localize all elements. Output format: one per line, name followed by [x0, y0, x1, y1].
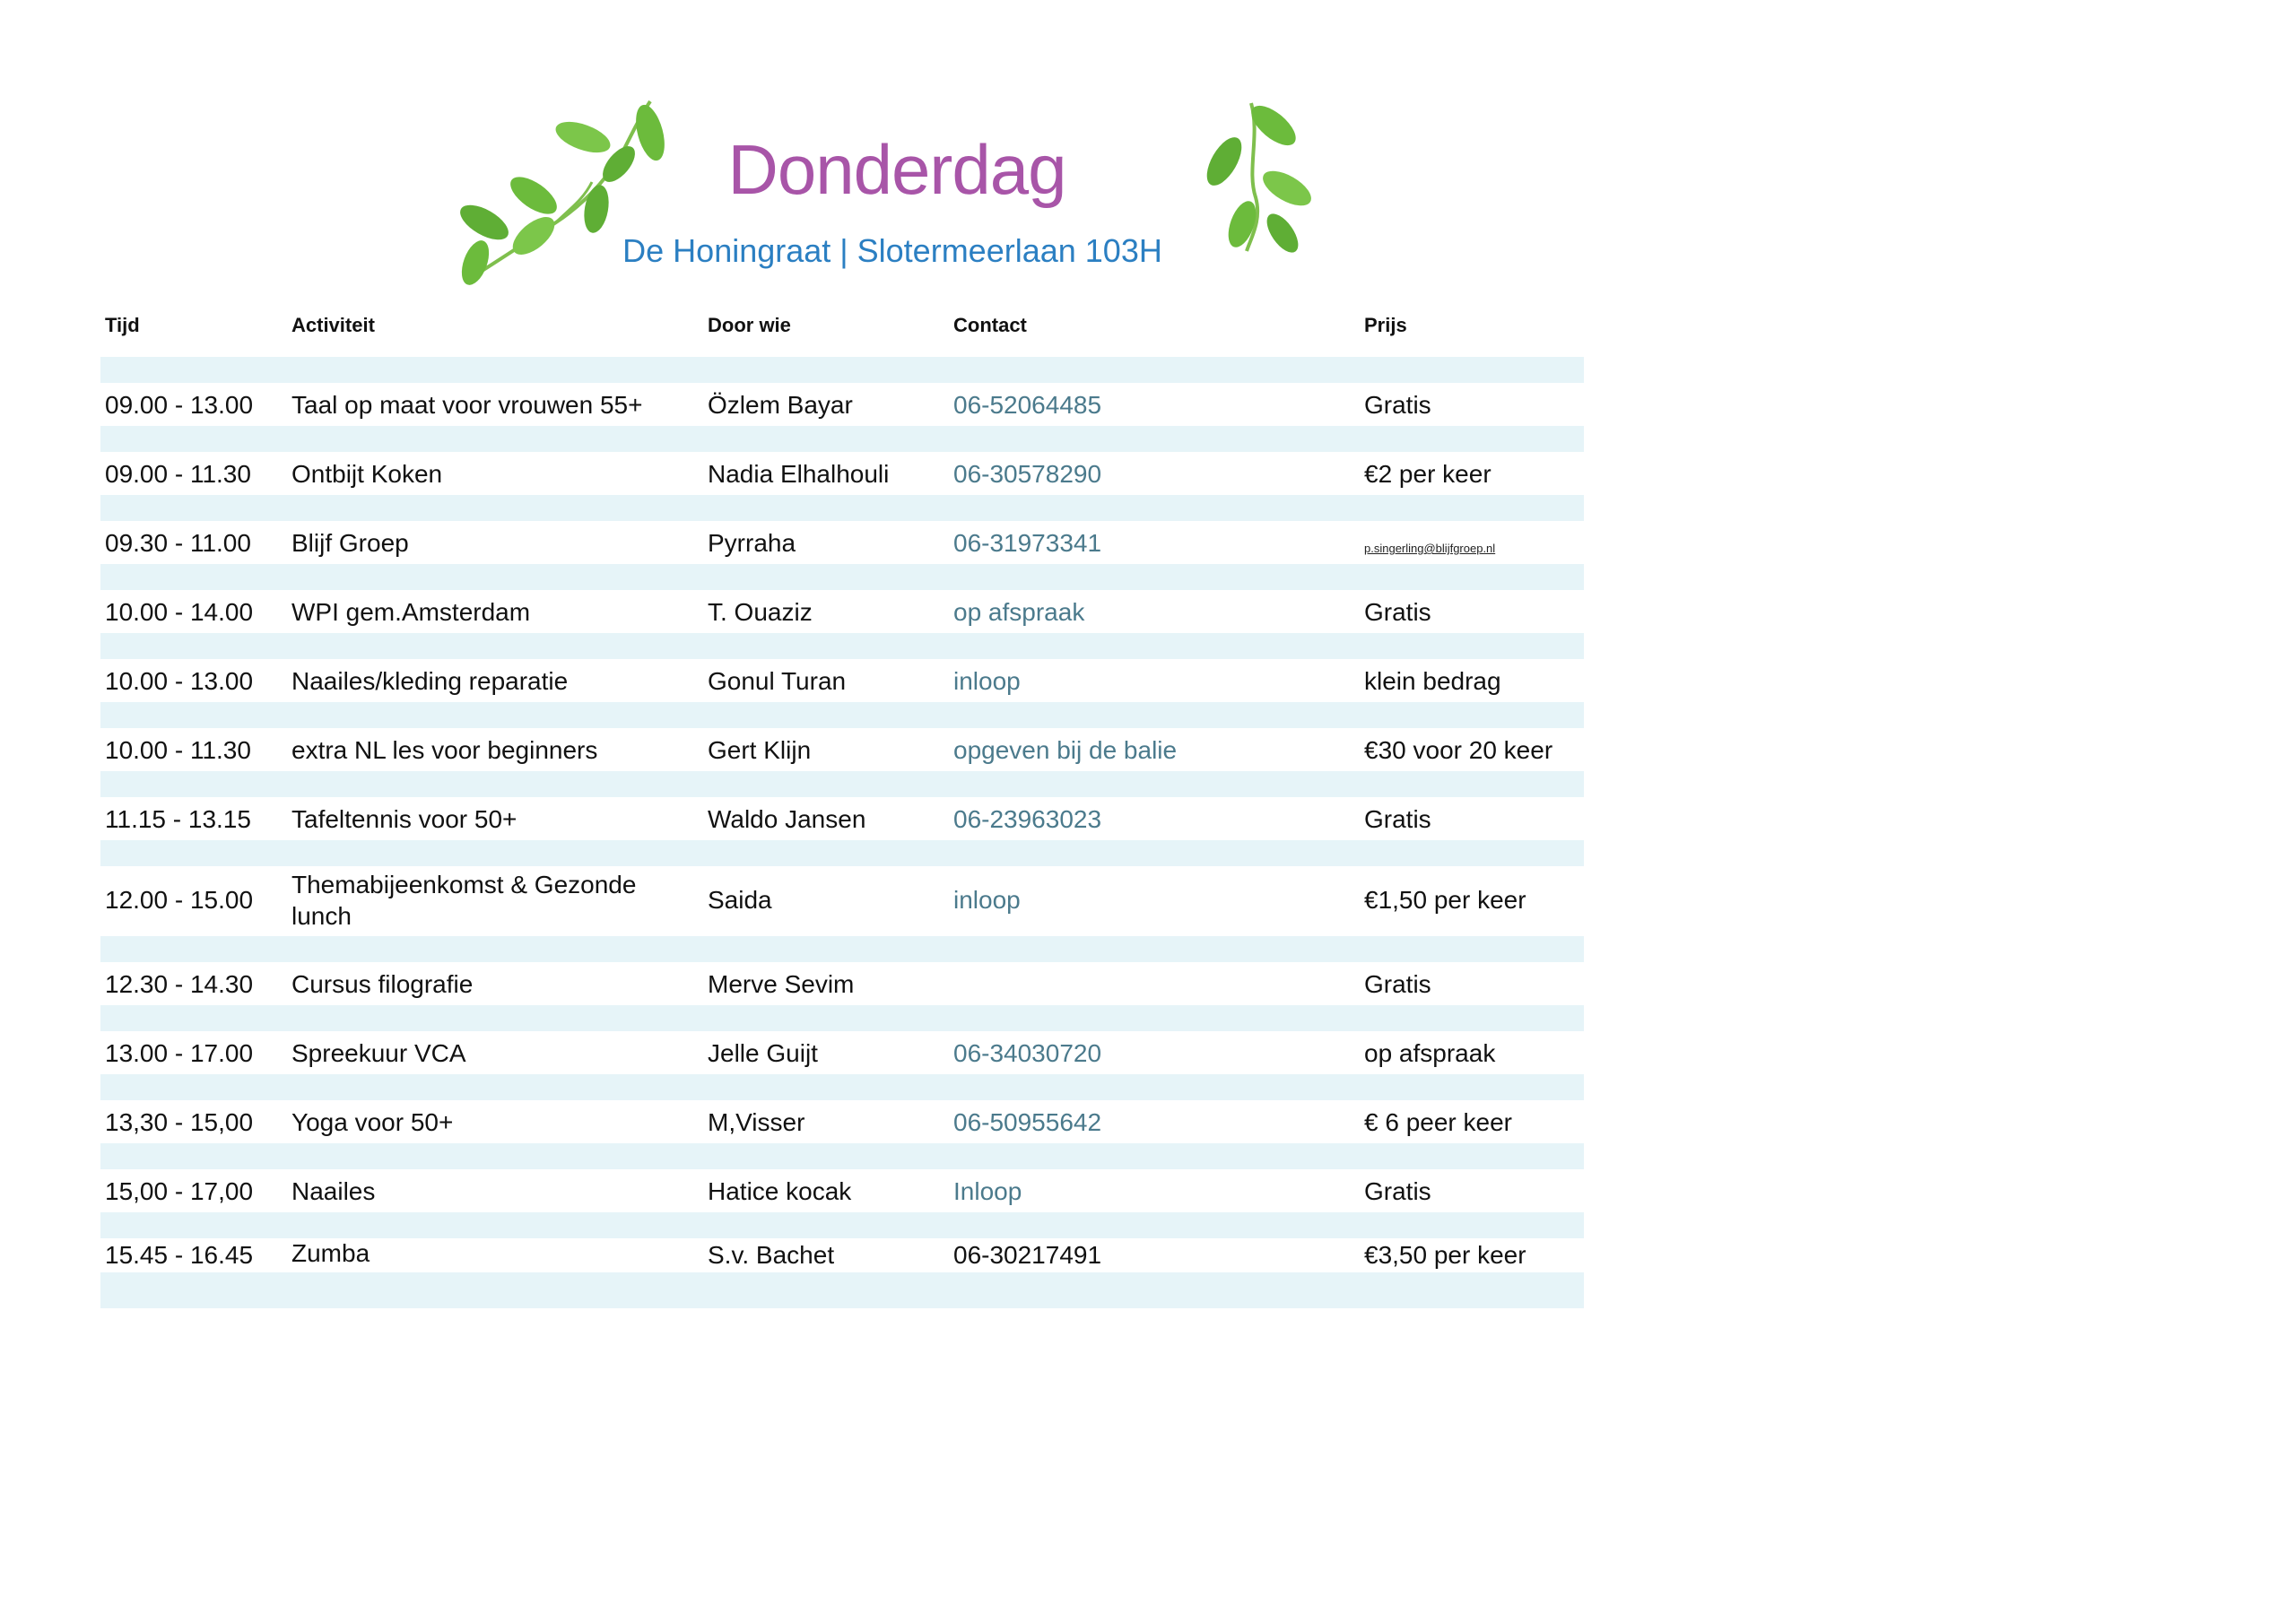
cell-tijd: 15.45 - 16.45 — [105, 1241, 254, 1269]
cell-contact: 06-30217491 — [953, 1241, 1102, 1269]
cell-activiteit: Naailes — [291, 1177, 376, 1205]
cell-contact: op afspraak — [953, 598, 1085, 626]
column-header-door-wie: Door wie — [708, 314, 791, 336]
column-header-activiteit: Activiteit — [291, 314, 375, 336]
column-header-contact: Contact — [953, 314, 1027, 336]
cell-door-wie: Özlem Bayar — [708, 391, 853, 419]
cell-tijd: 13.00 - 17.00 — [105, 1039, 254, 1067]
cell-prijs: Gratis — [1364, 970, 1431, 998]
cell-prijs: Gratis — [1364, 1177, 1431, 1205]
row-divider-band — [100, 495, 1584, 521]
cell-tijd: 09.00 - 11.30 — [105, 460, 251, 488]
cell-door-wie: S.v. Bachet — [708, 1241, 835, 1269]
table-row — [100, 1238, 1584, 1272]
cell-prijs: €2 per keer — [1364, 460, 1492, 488]
schedule-table — [100, 305, 1584, 1308]
row-divider-band — [100, 1005, 1584, 1031]
table-row — [100, 1169, 1584, 1212]
cell-prijs: €3,50 per keer — [1364, 1241, 1526, 1269]
cell-contact[interactable]: 06-52064485 — [953, 391, 1102, 419]
cell-door-wie: Gonul Turan — [708, 667, 847, 695]
cell-activiteit: Tafeltennis voor 50+ — [291, 805, 517, 833]
row-divider-band — [100, 936, 1584, 962]
table-row — [100, 659, 1584, 702]
cell-prijs: Gratis — [1364, 805, 1431, 833]
cell-activiteit: WPI gem.Amsterdam — [291, 598, 531, 626]
cell-door-wie: Jelle Guijt — [708, 1039, 818, 1067]
cell-tijd: 12.30 - 14.30 — [105, 970, 254, 998]
cell-door-wie: M,Visser — [708, 1108, 805, 1136]
cell-activiteit: Cursus filografie — [291, 970, 474, 998]
cell-prijs: op afspraak — [1364, 1039, 1496, 1067]
row-divider-band — [100, 1272, 1584, 1308]
row-divider-band — [100, 426, 1584, 452]
cell-activiteit: extra NL les voor beginners — [291, 736, 598, 764]
cell-door-wie: Merve Sevim — [708, 970, 855, 998]
table-header — [100, 305, 1584, 357]
cell-activiteit: Taal op maat voor vrouwen 55+ — [291, 391, 643, 419]
cell-tijd: 10.00 - 14.00 — [105, 598, 254, 626]
page-title: Donderdag — [727, 130, 1066, 209]
cell-tijd: 10.00 - 11.30 — [105, 736, 251, 764]
cell-prijs: €30 voor 20 keer — [1364, 736, 1553, 764]
cell-door-wie: Nadia Elhalhouli — [708, 460, 890, 488]
cell-prijs-email-link[interactable]: p.singerling@blijfgroep.nl — [1364, 542, 1496, 555]
row-divider-band — [100, 1212, 1584, 1238]
cell-prijs: Gratis — [1364, 391, 1431, 419]
cell-tijd: 09.30 - 11.00 — [105, 529, 251, 557]
cell-prijs: klein bedrag — [1364, 667, 1501, 695]
cell-activiteit: Blijf Groep — [291, 529, 409, 557]
cell-contact[interactable]: 06-34030720 — [953, 1039, 1102, 1067]
cell-contact[interactable]: 06-31973341 — [953, 529, 1102, 557]
cell-activiteit: Yoga voor 50+ — [291, 1108, 454, 1136]
row-divider-band — [100, 840, 1584, 866]
row-divider-band — [100, 633, 1584, 659]
cell-prijs: Gratis — [1364, 598, 1431, 626]
table-row — [100, 452, 1584, 495]
cell-contact: opgeven bij de balie — [953, 736, 1178, 764]
row-divider-band — [100, 564, 1584, 590]
column-header-tijd: Tijd — [105, 314, 140, 336]
cell-prijs: € 6 peer keer — [1364, 1108, 1512, 1136]
table-row — [100, 962, 1584, 1005]
table-row — [100, 797, 1584, 840]
cell-activiteit: Themabijeenkomst & Gezonde lunch — [291, 871, 637, 930]
cell-door-wie: Gert Klijn — [708, 736, 812, 764]
cell-contact[interactable]: 06-30578290 — [953, 460, 1102, 488]
cell-contact[interactable]: 06-23963023 — [953, 805, 1102, 833]
sheet-header — [0, 0, 2296, 305]
column-header-prijs: Prijs — [1364, 314, 1407, 336]
cell-tijd: 15,00 - 17,00 — [105, 1177, 254, 1205]
cell-tijd: 11.15 - 13.15 — [105, 805, 251, 833]
cell-door-wie: Waldo Jansen — [708, 805, 866, 833]
cell-tijd: 13,30 - 15,00 — [105, 1108, 254, 1136]
cell-activiteit: Zumba — [291, 1239, 370, 1267]
table-row — [100, 1031, 1584, 1074]
cell-contact: inloop — [953, 667, 1021, 695]
table-row — [100, 590, 1584, 633]
row-divider-band — [100, 702, 1584, 728]
cell-tijd: 10.00 - 13.00 — [105, 667, 254, 695]
row-divider-band — [100, 1074, 1584, 1100]
cell-prijs: €1,50 per keer — [1364, 886, 1526, 914]
row-divider-band — [100, 357, 1584, 383]
cell-activiteit: Spreekuur VCA — [291, 1039, 466, 1067]
row-divider-band — [100, 771, 1584, 797]
cell-activiteit: Naailes/kleding reparatie — [291, 667, 569, 695]
cell-contact[interactable]: 06-50955642 — [953, 1108, 1102, 1136]
cell-door-wie: Pyrraha — [708, 529, 796, 557]
table-row — [100, 1100, 1584, 1143]
table-row — [100, 521, 1584, 564]
cell-door-wie: Hatice kocak — [708, 1177, 852, 1205]
table-row — [100, 866, 1584, 936]
cell-contact: Inloop — [953, 1177, 1022, 1205]
cell-tijd: 09.00 - 13.00 — [105, 391, 254, 419]
cell-door-wie: Saida — [708, 886, 772, 914]
page-subtitle: De Honingraat | Slotermeerlaan 103H — [622, 232, 1162, 269]
cell-contact: inloop — [953, 886, 1021, 914]
cell-tijd: 12.00 - 15.00 — [105, 886, 254, 914]
row-divider-band — [100, 1143, 1584, 1169]
cell-activiteit: Ontbijt Koken — [291, 460, 443, 488]
table-row — [100, 728, 1584, 771]
cell-door-wie: T. Ouaziz — [708, 598, 813, 626]
table-row — [100, 383, 1584, 426]
